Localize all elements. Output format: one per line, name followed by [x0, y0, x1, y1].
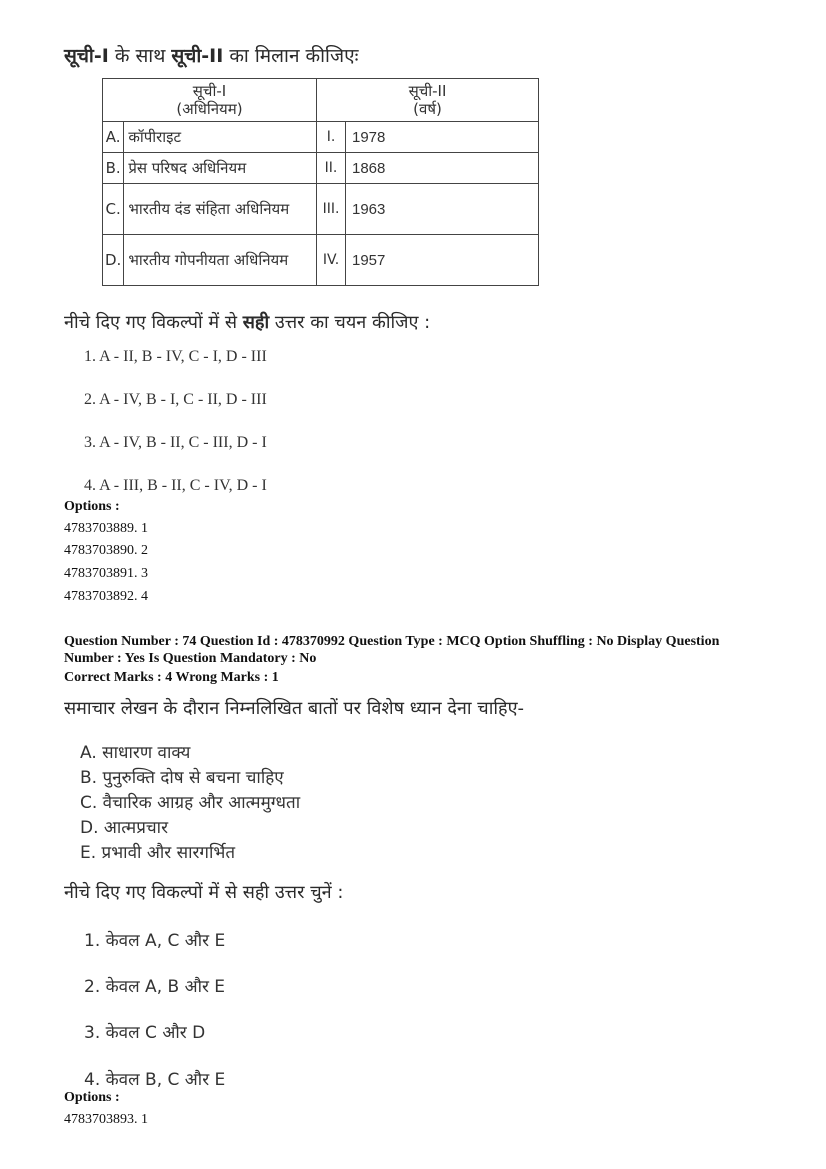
- row-act: कॉपीराइट: [124, 122, 317, 153]
- q74-statement-a: A. साधारण वाक्य: [80, 743, 191, 763]
- q74-question: समाचार लेखन के दौरान निम्नलिखित बातों पर विशेष ध्यान देना चाहिए-: [64, 698, 525, 719]
- q74-statement-b: B. पुनुरुक्ति दोष से बचना चाहिए: [80, 768, 284, 788]
- q73-options-label: Options :: [64, 499, 120, 514]
- list1-title: सूची-I: [192, 82, 227, 100]
- table-row: [103, 235, 539, 286]
- row-roman: I.: [317, 122, 346, 153]
- row-letter: A.: [103, 122, 124, 153]
- q74-instruction: नीचे दिए गए विकल्पों में से सही उत्तर चुनें :: [64, 882, 344, 903]
- q74-statement-d: D. आत्मप्रचार: [80, 818, 169, 838]
- q74-meta-line2: Number : Yes Is Question Mandatory : No: [64, 651, 317, 666]
- instruction-bold: सही: [242, 312, 270, 333]
- q73-heading-list2: सूची-II: [171, 45, 224, 67]
- q73-option-2: 4783703890. 2: [64, 543, 148, 558]
- list2-subtitle: (वर्ष): [413, 100, 442, 118]
- q74-meta-line1: Question Number : 74 Question Id : 478370992 Question Type : MCQ Option Shuffling : No Display Question: [64, 634, 720, 649]
- q73-heading-text1: के साथ: [108, 45, 172, 67]
- q73-instruction: [64, 310, 430, 334]
- q73-option-3: 4783703891. 3: [64, 566, 148, 581]
- q73-heading-text2: का मिलान कीजिएः: [223, 45, 359, 67]
- q74-choice-4: 4. केवल B, C और E: [84, 1070, 226, 1090]
- q74-statement-c: C. वैचारिक आग्रह और आत्ममुग्धता: [80, 793, 301, 813]
- q73-heading-list1: सूची-I: [64, 45, 109, 67]
- row-letter: B.: [103, 153, 124, 184]
- table-row: [103, 122, 539, 153]
- q73-choice-2: 2. A - IV, B - I, C - II, D - III: [84, 391, 267, 408]
- table-header-row: [103, 79, 539, 122]
- row-act: भारतीय दंड संहिता अधिनियम: [124, 184, 317, 235]
- matching-table: [102, 78, 539, 286]
- row-roman: IV.: [317, 235, 346, 286]
- q73-heading: [64, 42, 358, 68]
- row-year: 1978: [346, 122, 539, 153]
- row-act: प्रेस परिषद अधिनियम: [124, 153, 317, 184]
- row-letter: D.: [103, 235, 124, 286]
- row-letter: C.: [103, 184, 124, 235]
- list1-subtitle: (अधिनियम): [176, 100, 243, 118]
- q74-option-1: 4783703893. 1: [64, 1112, 148, 1127]
- table-header-list2: [317, 79, 539, 122]
- instruction-text1: नीचे दिए गए विकल्पों में से: [64, 312, 243, 333]
- q74-choice-3: 3. केवल C और D: [84, 1023, 206, 1043]
- row-roman: II.: [317, 153, 346, 184]
- row-year: 1963: [346, 184, 539, 235]
- q73-choice-1: 1. A - II, B - IV, C - I, D - III: [84, 348, 267, 365]
- row-year: 1868: [346, 153, 539, 184]
- q74-choice-1: 1. केवल A, C और E: [84, 931, 226, 951]
- row-act: भारतीय गोपनीयता अधिनियम: [124, 235, 317, 286]
- q73-choice-3: 3. A - IV, B - II, C - III, D - I: [84, 434, 267, 451]
- q74-meta-line3: Correct Marks : 4 Wrong Marks : 1: [64, 670, 279, 685]
- table-header-list1: [103, 79, 317, 122]
- table-row: [103, 184, 539, 235]
- row-year: 1957: [346, 235, 539, 286]
- instruction-text2: उत्तर का चयन कीजिए :: [269, 312, 431, 333]
- q73-option-4: 4783703892. 4: [64, 589, 148, 604]
- q73-option-1: 4783703889. 1: [64, 521, 148, 536]
- q73-choice-4: 4. A - III, B - II, C - IV, D - I: [84, 477, 267, 494]
- q74-choice-2: 2. केवल A, B और E: [84, 977, 226, 997]
- q74-statement-e: E. प्रभावी और सारगर्भित: [80, 843, 236, 863]
- row-roman: III.: [317, 184, 346, 235]
- table-row: [103, 153, 539, 184]
- q74-options-label: Options :: [64, 1090, 120, 1105]
- list2-title: सूची-II: [408, 82, 447, 100]
